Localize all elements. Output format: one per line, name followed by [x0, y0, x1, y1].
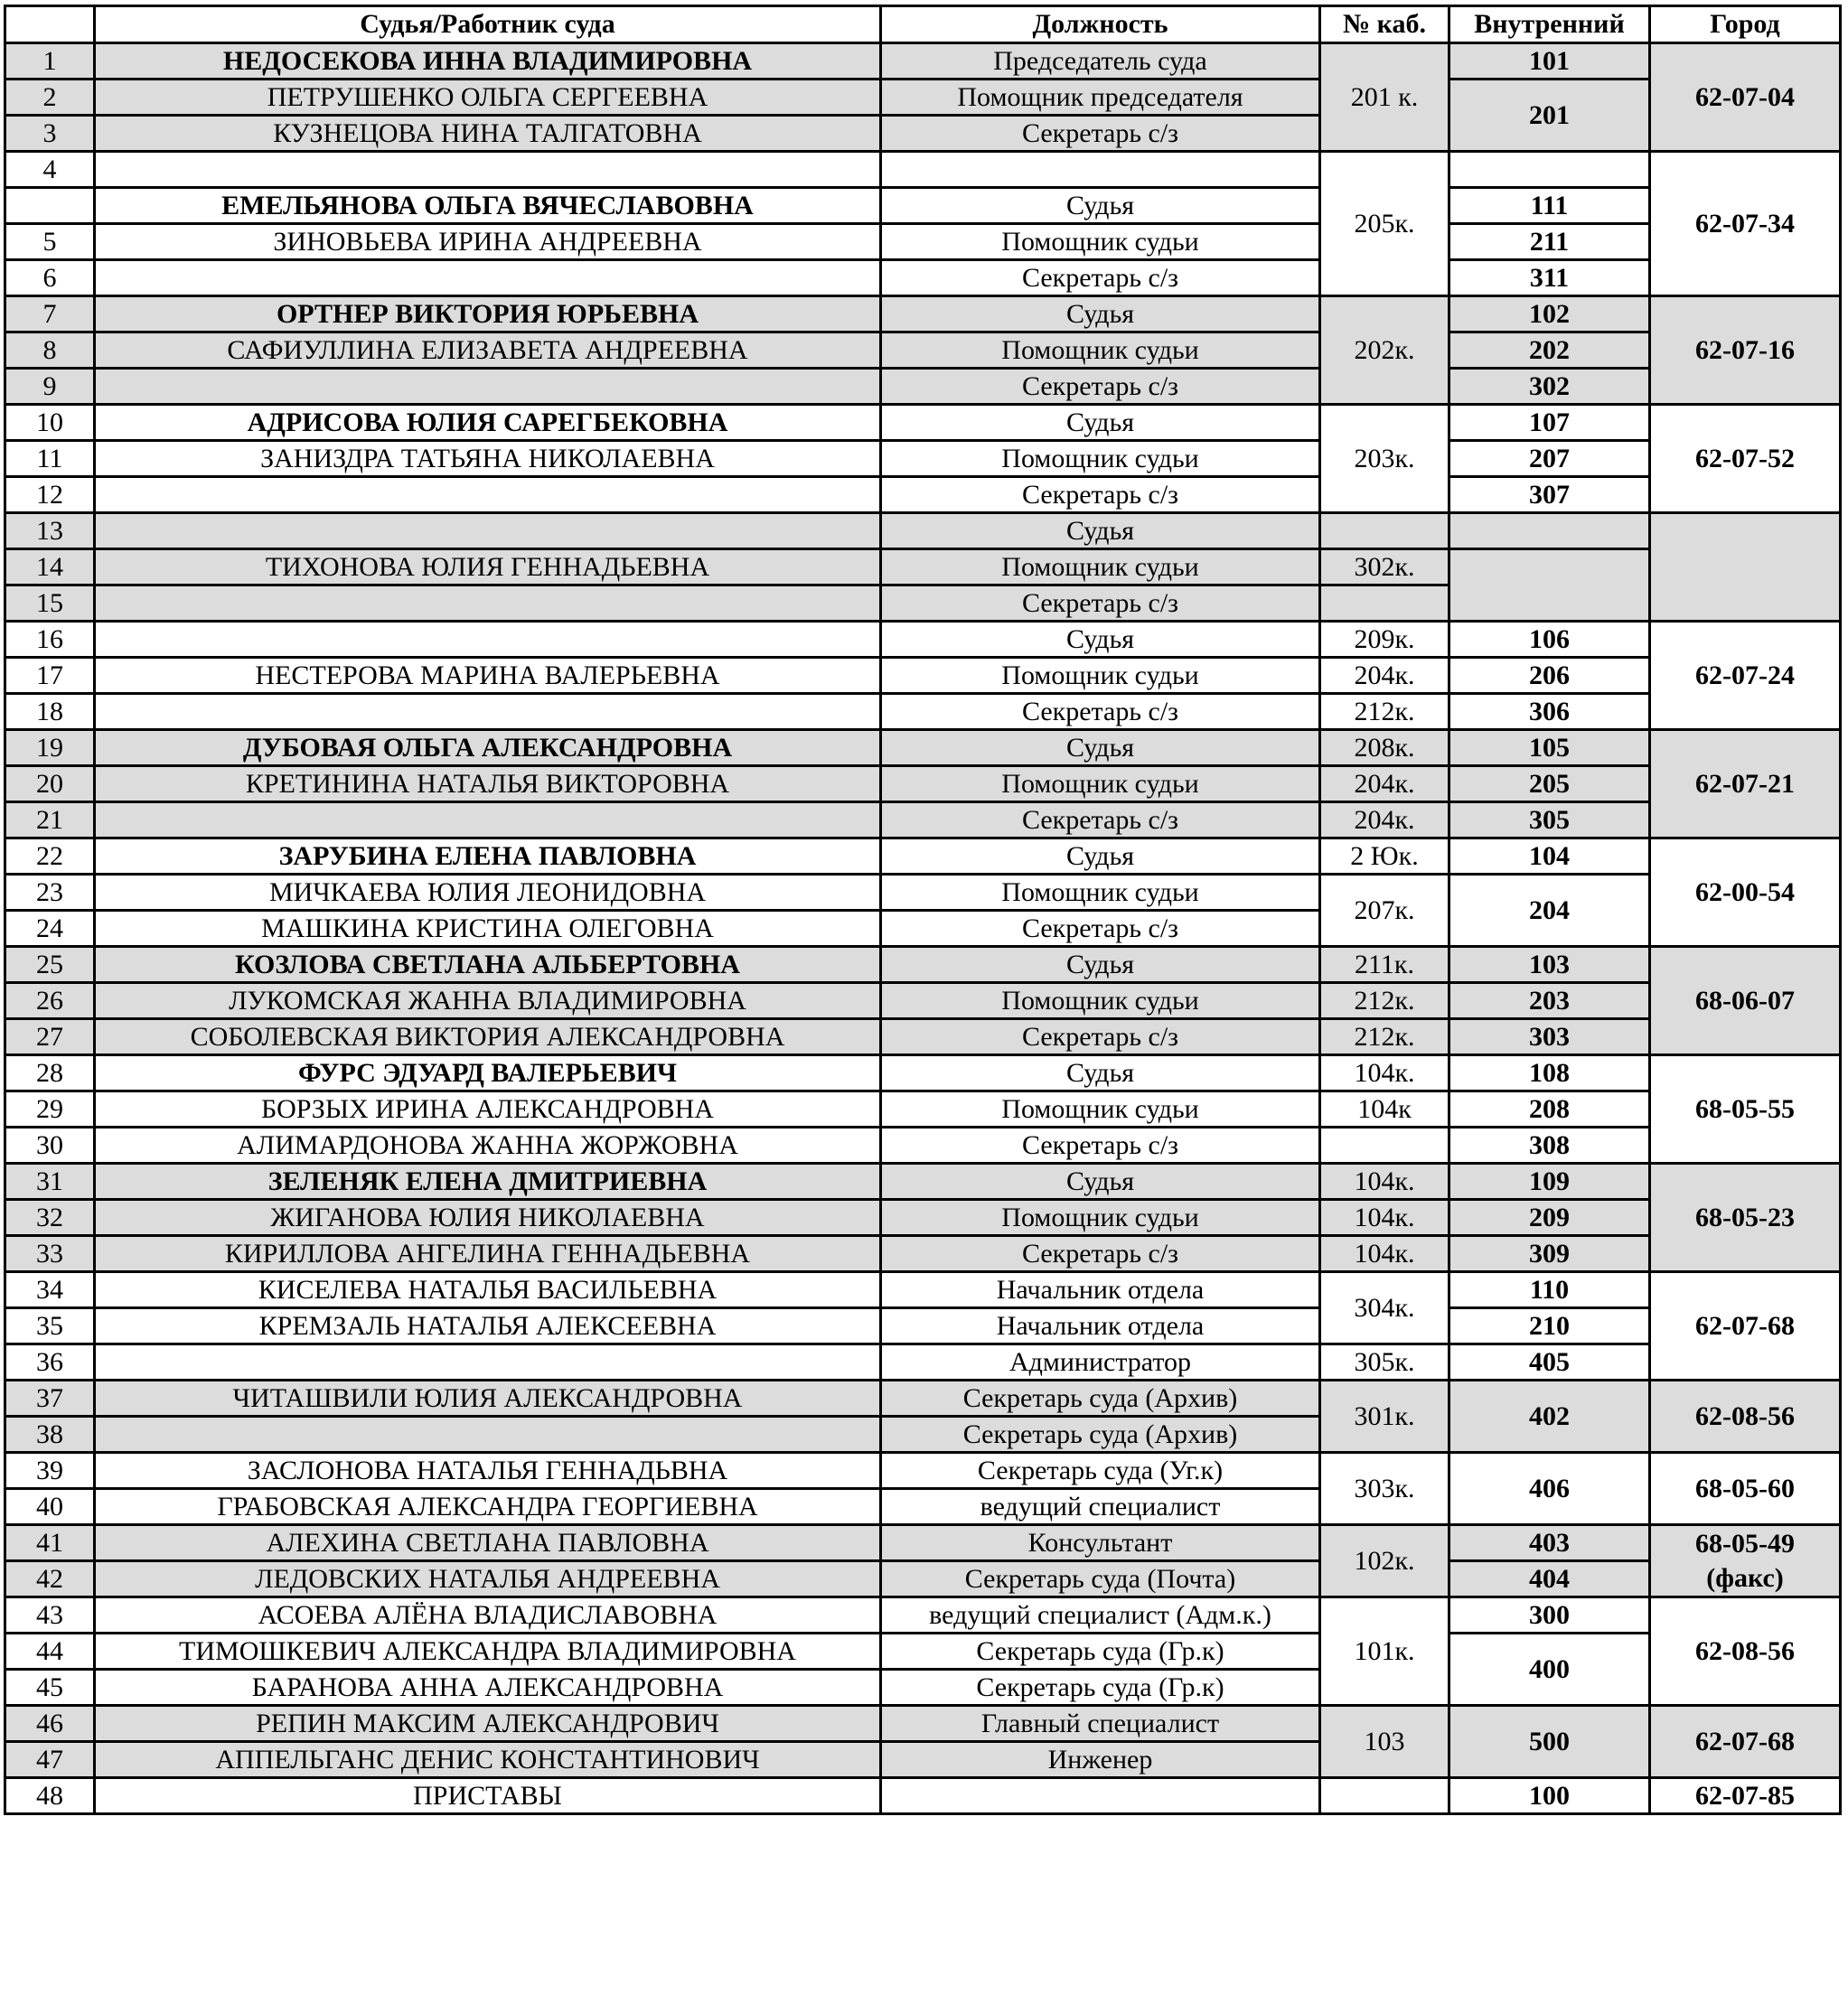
- table-row: [5, 947, 1841, 983]
- internal-phone: 106: [1449, 622, 1650, 658]
- table-row: [5, 1525, 1841, 1561]
- internal-phone: 109: [1449, 1164, 1650, 1200]
- room: [1320, 513, 1449, 549]
- row-num: 41: [5, 1525, 95, 1561]
- employee-name: КИРИЛЛОВА АНГЕЛИНА ГЕННАДЬЕВНА: [95, 1236, 881, 1272]
- room: 102к.: [1320, 1525, 1449, 1597]
- internal-phone: 305: [1449, 802, 1650, 838]
- internal-phone: 103: [1449, 947, 1650, 983]
- internal-phone: 108: [1449, 1055, 1650, 1091]
- city-phone: 62-07-52: [1650, 405, 1841, 513]
- internal-phone: 105: [1449, 730, 1650, 766]
- table-row: [5, 549, 1841, 585]
- row-num: 46: [5, 1706, 95, 1742]
- table-row: [5, 802, 1841, 838]
- internal-phone: 311: [1449, 260, 1650, 296]
- judge-name: ДУБОВАЯ ОЛЬГА АЛЕКСАНДРОВНА: [95, 730, 881, 766]
- row-num: 18: [5, 694, 95, 730]
- row-num: 26: [5, 983, 95, 1019]
- table-row: [5, 43, 1841, 80]
- internal-phone: 204: [1449, 875, 1650, 947]
- internal-phone: 307: [1449, 477, 1650, 513]
- internal-phone: 404: [1449, 1561, 1650, 1597]
- table-row: [5, 1019, 1841, 1055]
- position: Секретарь с/з: [881, 694, 1320, 730]
- table-row: [5, 875, 1841, 911]
- room: 304к.: [1320, 1272, 1449, 1344]
- position: Председатель суда: [881, 43, 1320, 80]
- internal-phone: 210: [1449, 1308, 1650, 1344]
- row-num: 38: [5, 1417, 95, 1453]
- position: Секретарь с/з: [881, 369, 1320, 405]
- room: 204к.: [1320, 658, 1449, 694]
- internal-phone: [1449, 513, 1650, 549]
- position: Секретарь суда (Уг.к): [881, 1453, 1320, 1489]
- row-num: 20: [5, 766, 95, 802]
- table-row: [5, 1706, 1841, 1742]
- city-phone: 62-07-24: [1650, 622, 1841, 730]
- table-row: [5, 1634, 1841, 1670]
- position: Помощник судьи: [881, 549, 1320, 585]
- employee-name: МИЧКАЕВА ЮЛИЯ ЛЕОНИДОВНА: [95, 875, 881, 911]
- row-num: 16: [5, 622, 95, 658]
- room: 202к.: [1320, 296, 1449, 405]
- internal-phone: 205: [1449, 766, 1650, 802]
- room: 301к.: [1320, 1381, 1449, 1453]
- internal-phone: 201: [1449, 80, 1650, 152]
- employee-name: БОРЗЫХ ИРИНА АЛЕКСАНДРОВНА: [95, 1091, 881, 1128]
- header-name: Судья/Работник суда: [95, 6, 881, 43]
- header-internal: Внутренний: [1449, 6, 1650, 43]
- row-num: 14: [5, 549, 95, 585]
- header-city: Город: [1650, 6, 1841, 43]
- judge-name: НЕДОСЕКОВА ИННА ВЛАДИМИРОВНА: [95, 43, 881, 80]
- internal-phone: 102: [1449, 296, 1650, 332]
- room: 104к.: [1320, 1200, 1449, 1236]
- employee-name: ЗИНОВЬЕВА ИРИНА АНДРЕЕВНА: [95, 224, 881, 260]
- room: [1320, 585, 1449, 622]
- room: 205к.: [1320, 152, 1449, 296]
- row-num: 15: [5, 585, 95, 622]
- row-num: 21: [5, 802, 95, 838]
- table-row: [5, 1778, 1841, 1814]
- position: Начальник отдела: [881, 1272, 1320, 1308]
- table-row: [5, 694, 1841, 730]
- employee-name: ЗАСЛОНОВА НАТАЛЬЯ ГЕННАДЬВНА: [95, 1453, 881, 1489]
- position: Консультант: [881, 1525, 1320, 1561]
- room: 208к.: [1320, 730, 1449, 766]
- employee-name: [95, 694, 881, 730]
- position: Секретарь с/з: [881, 1236, 1320, 1272]
- position: Секретарь суда (Архив): [881, 1381, 1320, 1417]
- judge-name: ОРТНЕР ВИКТОРИЯ ЮРЬЕВНА: [95, 296, 881, 332]
- internal-phone: 406: [1449, 1453, 1650, 1525]
- position: Помощник судьи: [881, 983, 1320, 1019]
- row-num: 39: [5, 1453, 95, 1489]
- position: Секретарь с/з: [881, 802, 1320, 838]
- internal-phone: 306: [1449, 694, 1650, 730]
- room: 2 Юк.: [1320, 838, 1449, 875]
- employee-name: РЕПИН МАКСИМ АЛЕКСАНДРОВИЧ: [95, 1706, 881, 1742]
- table-row: [5, 405, 1841, 441]
- room: 212к.: [1320, 1019, 1449, 1055]
- room: 209к.: [1320, 622, 1449, 658]
- internal-phone: 107: [1449, 405, 1650, 441]
- table-row: [5, 477, 1841, 513]
- row-num: 2: [5, 80, 95, 116]
- row-num: 7: [5, 296, 95, 332]
- room: 104к: [1320, 1091, 1449, 1128]
- position: Судья: [881, 730, 1320, 766]
- city-phone: 68-06-07: [1650, 947, 1841, 1055]
- employee-name: [95, 260, 881, 296]
- row-num: 25: [5, 947, 95, 983]
- position: Секретарь с/з: [881, 260, 1320, 296]
- internal-phone: 110: [1449, 1272, 1650, 1308]
- judge-name: АДРИСОВА ЮЛИЯ САРЕГБЕКОВНА: [95, 405, 881, 441]
- position: Судья: [881, 838, 1320, 875]
- row-num: 13: [5, 513, 95, 549]
- table-row: [5, 152, 1841, 188]
- internal-phone: 302: [1449, 369, 1650, 405]
- room: 305к.: [1320, 1344, 1449, 1381]
- city-phone: 62-07-68: [1650, 1706, 1841, 1778]
- internal-phone: 303: [1449, 1019, 1650, 1055]
- table-row: [5, 1561, 1841, 1597]
- row-num: 33: [5, 1236, 95, 1272]
- table-row: [5, 224, 1841, 260]
- internal-phone: 208: [1449, 1091, 1650, 1128]
- row-num: 48: [5, 1778, 95, 1814]
- room: 211к.: [1320, 947, 1449, 983]
- position: Помощник судьи: [881, 1200, 1320, 1236]
- room: 302к.: [1320, 549, 1449, 585]
- internal-phone: 400: [1449, 1634, 1650, 1706]
- internal-phone: 209: [1449, 1200, 1650, 1236]
- header-position: Должность: [881, 6, 1320, 43]
- row-num: 23: [5, 875, 95, 911]
- position: Судья: [881, 947, 1320, 983]
- employee-name: [95, 477, 881, 513]
- room: 201 к.: [1320, 43, 1449, 152]
- table-row: [5, 80, 1841, 116]
- internal-phone: 203: [1449, 983, 1650, 1019]
- city-phone: 68-05-60: [1650, 1453, 1841, 1525]
- employee-name: КИСЕЛЕВА НАТАЛЬЯ ВАСИЛЬЕВНА: [95, 1272, 881, 1308]
- city-phone: 62-00-54: [1650, 838, 1841, 947]
- internal-phone: 206: [1449, 658, 1650, 694]
- position: Секретарь суда (Архив): [881, 1417, 1320, 1453]
- room: [1320, 1128, 1449, 1164]
- position: Главный специалист: [881, 1706, 1320, 1742]
- employee-name: АЛЕХИНА СВЕТЛАНА ПАВЛОВНА: [95, 1525, 881, 1561]
- table-row: [5, 622, 1841, 658]
- internal-phone: 300: [1449, 1597, 1650, 1634]
- internal-phone: 211: [1449, 224, 1650, 260]
- table-row: [5, 1128, 1841, 1164]
- city-phone: 62-07-68: [1650, 1272, 1841, 1381]
- row-num: 5: [5, 224, 95, 260]
- employee-name: КУЗНЕЦОВА НИНА ТАЛГАТОВНА: [95, 116, 881, 152]
- position: Судья: [881, 1164, 1320, 1200]
- internal-phone: 207: [1449, 441, 1650, 477]
- table-row: [5, 1055, 1841, 1091]
- internal-phone: 111: [1449, 188, 1650, 224]
- position: Секретарь с/з: [881, 585, 1320, 622]
- table-row: [5, 1091, 1841, 1128]
- judge-name: ФУРС ЭДУАРД ВАЛЕРЬЕВИЧ: [95, 1055, 881, 1091]
- row-num: 47: [5, 1742, 95, 1778]
- row-num: 9: [5, 369, 95, 405]
- internal-phone: 101: [1449, 43, 1650, 80]
- room: 104к.: [1320, 1055, 1449, 1091]
- internal-phone: 402: [1449, 1381, 1650, 1453]
- table-row: [5, 188, 1841, 224]
- table-row: [5, 1344, 1841, 1381]
- row-num: 37: [5, 1381, 95, 1417]
- room: [1320, 1778, 1449, 1814]
- row-num: 45: [5, 1670, 95, 1706]
- internal-phone: 104: [1449, 838, 1650, 875]
- position: Секретарь с/з: [881, 1128, 1320, 1164]
- employee-name: [95, 369, 881, 405]
- employee-name: ТИМОШКЕВИЧ АЛЕКСАНДРА ВЛАДИМИРОВНА: [95, 1634, 881, 1670]
- row-num: 31: [5, 1164, 95, 1200]
- judge-name: ЗАРУБИНА ЕЛЕНА ПАВЛОВНА: [95, 838, 881, 875]
- position: Помощник судьи: [881, 658, 1320, 694]
- city-phone: 62-07-85: [1650, 1778, 1841, 1814]
- table-row: [5, 766, 1841, 802]
- judge-name: КОЗЛОВА СВЕТЛАНА АЛЬБЕРТОВНА: [95, 947, 881, 983]
- row-num: 44: [5, 1634, 95, 1670]
- internal-phone: 500: [1449, 1706, 1650, 1778]
- header-row: [5, 6, 1841, 43]
- room: 212к.: [1320, 983, 1449, 1019]
- employee-name: [95, 585, 881, 622]
- row-num: 1: [5, 43, 95, 80]
- position: Судья: [881, 296, 1320, 332]
- table-row: [5, 1200, 1841, 1236]
- table-row: [5, 838, 1841, 875]
- table-row: [5, 1381, 1841, 1417]
- header-num: [5, 6, 95, 43]
- judge-name: ЕМЕЛЬЯНОВА ОЛЬГА ВЯЧЕСЛАВОВНА: [95, 188, 881, 224]
- room: 204к.: [1320, 802, 1449, 838]
- employee-name: БАРАНОВА АННА АЛЕКСАНДРОВНА: [95, 1670, 881, 1706]
- employee-name: КРЕТИНИНА НАТАЛЬЯ ВИКТОРОВНА: [95, 766, 881, 802]
- position: Помощник председателя: [881, 80, 1320, 116]
- employee-name: НЕСТЕРОВА МАРИНА ВАЛЕРЬЕВНА: [95, 658, 881, 694]
- employee-name: ЖИГАНОВА ЮЛИЯ НИКОЛАЕВНА: [95, 1200, 881, 1236]
- row-num: 29: [5, 1091, 95, 1128]
- room: 104к.: [1320, 1236, 1449, 1272]
- row-num: 30: [5, 1128, 95, 1164]
- row-num: [5, 188, 95, 224]
- internal-phone: 308: [1449, 1128, 1650, 1164]
- city-phone: 62-07-04: [1650, 43, 1841, 152]
- table-row: [5, 441, 1841, 477]
- table-row: [5, 260, 1841, 296]
- row-num: 10: [5, 405, 95, 441]
- employee-name: МАШКИНА КРИСТИНА ОЛЕГОВНА: [95, 911, 881, 947]
- row-num: 35: [5, 1308, 95, 1344]
- internal-phone: 100: [1449, 1778, 1650, 1814]
- row-num: 11: [5, 441, 95, 477]
- row-num: 17: [5, 658, 95, 694]
- row-num: 36: [5, 1344, 95, 1381]
- internal-phone: [1449, 549, 1650, 622]
- table-row: [5, 730, 1841, 766]
- internal-phone: 403: [1449, 1525, 1650, 1561]
- city-phone: 62-08-56: [1650, 1597, 1841, 1706]
- position: Секретарь суда (Почта): [881, 1561, 1320, 1597]
- internal-phone: 202: [1449, 332, 1650, 369]
- position: Инженер: [881, 1742, 1320, 1778]
- row-num: 32: [5, 1200, 95, 1236]
- employee-name: АЛИМАРДОНОВА ЖАННА ЖОРЖОВНА: [95, 1128, 881, 1164]
- employee-name: АСОЕВА АЛЁНА ВЛАДИСЛАВОВНА: [95, 1597, 881, 1634]
- employee-name: [95, 152, 881, 188]
- position: Секретарь суда (Гр.к): [881, 1634, 1320, 1670]
- employee-name: ПЕТРУШЕНКО ОЛЬГА СЕРГЕЕВНА: [95, 80, 881, 116]
- room: 212к.: [1320, 694, 1449, 730]
- table-row: [5, 1597, 1841, 1634]
- city-phone: [1650, 513, 1841, 622]
- room: 207к.: [1320, 875, 1449, 947]
- internal-phone: 405: [1449, 1344, 1650, 1381]
- employee-name: ТИХОНОВА ЮЛИЯ ГЕННАДЬЕВНА: [95, 549, 881, 585]
- table-row: [5, 1272, 1841, 1308]
- row-num: 22: [5, 838, 95, 875]
- row-num: 8: [5, 332, 95, 369]
- position: Помощник судьи: [881, 441, 1320, 477]
- table-row: [5, 1453, 1841, 1489]
- employee-name: АППЕЛЬГАНС ДЕНИС КОНСТАНТИНОВИЧ: [95, 1742, 881, 1778]
- position: Судья: [881, 405, 1320, 441]
- room: 103: [1320, 1706, 1449, 1778]
- header-room: № каб.: [1320, 6, 1449, 43]
- row-num: 3: [5, 116, 95, 152]
- position: Секретарь с/з: [881, 1019, 1320, 1055]
- table-row: [5, 658, 1841, 694]
- employee-name: ЗАНИЗДРА ТАТЬЯНА НИКОЛАЕВНА: [95, 441, 881, 477]
- position: [881, 1778, 1320, 1814]
- row-num: 40: [5, 1489, 95, 1525]
- position: ведущий специалист: [881, 1489, 1320, 1525]
- room: 203к.: [1320, 405, 1449, 513]
- employee-name: КРЕМЗАЛЬ НАТАЛЬЯ АЛЕКСЕЕВНА: [95, 1308, 881, 1344]
- position: Судья: [881, 622, 1320, 658]
- table-row: [5, 983, 1841, 1019]
- position: Помощник судьи: [881, 332, 1320, 369]
- position: Секретарь с/з: [881, 477, 1320, 513]
- city-phone: 68-05-49 (факс): [1650, 1525, 1841, 1597]
- employee-name: [95, 1417, 881, 1453]
- position: Помощник судьи: [881, 766, 1320, 802]
- row-num: 19: [5, 730, 95, 766]
- city-phone: 68-05-55: [1650, 1055, 1841, 1164]
- position: Администратор: [881, 1344, 1320, 1381]
- table-row: [5, 296, 1841, 332]
- room: 104к.: [1320, 1164, 1449, 1200]
- position: Помощник судьи: [881, 224, 1320, 260]
- row-num: 24: [5, 911, 95, 947]
- table-row: [5, 1236, 1841, 1272]
- position: Помощник судьи: [881, 875, 1320, 911]
- room: 204к.: [1320, 766, 1449, 802]
- employee-name: ЛУКОМСКАЯ ЖАННА ВЛАДИМИРОВНА: [95, 983, 881, 1019]
- table-row: [5, 332, 1841, 369]
- position: Судья: [881, 188, 1320, 224]
- position: Помощник судьи: [881, 1091, 1320, 1128]
- position: Судья: [881, 513, 1320, 549]
- position: Начальник отдела: [881, 1308, 1320, 1344]
- employee-name: ПРИСТАВЫ: [95, 1778, 881, 1814]
- position: Секретарь суда (Гр.к): [881, 1670, 1320, 1706]
- row-num: 27: [5, 1019, 95, 1055]
- employee-name: ЧИТАШВИЛИ ЮЛИЯ АЛЕКСАНДРОВНА: [95, 1381, 881, 1417]
- internal-phone: [1449, 152, 1650, 188]
- city-phone: 62-08-56: [1650, 1381, 1841, 1453]
- table-row: [5, 1308, 1841, 1344]
- position: [881, 152, 1320, 188]
- table-row: [5, 513, 1841, 549]
- row-num: 12: [5, 477, 95, 513]
- position: Судья: [881, 1055, 1320, 1091]
- internal-phone: 309: [1449, 1236, 1650, 1272]
- row-num: 42: [5, 1561, 95, 1597]
- row-num: 34: [5, 1272, 95, 1308]
- employee-name: [95, 513, 881, 549]
- phone-directory-table: [4, 5, 1842, 1815]
- city-phone: 68-05-23: [1650, 1164, 1841, 1272]
- row-num: 28: [5, 1055, 95, 1091]
- employee-name: СОБОЛЕВСКАЯ ВИКТОРИЯ АЛЕКСАНДРОВНА: [95, 1019, 881, 1055]
- table-row: [5, 369, 1841, 405]
- row-num: 43: [5, 1597, 95, 1634]
- city-phone: 62-07-34: [1650, 152, 1841, 296]
- employee-name: [95, 802, 881, 838]
- city-phone: 62-07-16: [1650, 296, 1841, 405]
- row-num: 4: [5, 152, 95, 188]
- employee-name: [95, 1344, 881, 1381]
- employee-name: ГРАБОВСКАЯ АЛЕКСАНДРА ГЕОРГИЕВНА: [95, 1489, 881, 1525]
- position: Секретарь с/з: [881, 116, 1320, 152]
- room: 303к.: [1320, 1453, 1449, 1525]
- table-row: [5, 1164, 1841, 1200]
- employee-name: [95, 622, 881, 658]
- judge-name: ЗЕЛЕНЯК ЕЛЕНА ДМИТРИЕВНА: [95, 1164, 881, 1200]
- room: 101к.: [1320, 1597, 1449, 1706]
- position: ведущий специалист (Адм.к.): [881, 1597, 1320, 1634]
- employee-name: ЛЕДОВСКИХ НАТАЛЬЯ АНДРЕЕВНА: [95, 1561, 881, 1597]
- city-phone: 62-07-21: [1650, 730, 1841, 838]
- row-num: 6: [5, 260, 95, 296]
- employee-name: САФИУЛЛИНА ЕЛИЗАВЕТА АНДРЕЕВНА: [95, 332, 881, 369]
- position: Секретарь с/з: [881, 911, 1320, 947]
